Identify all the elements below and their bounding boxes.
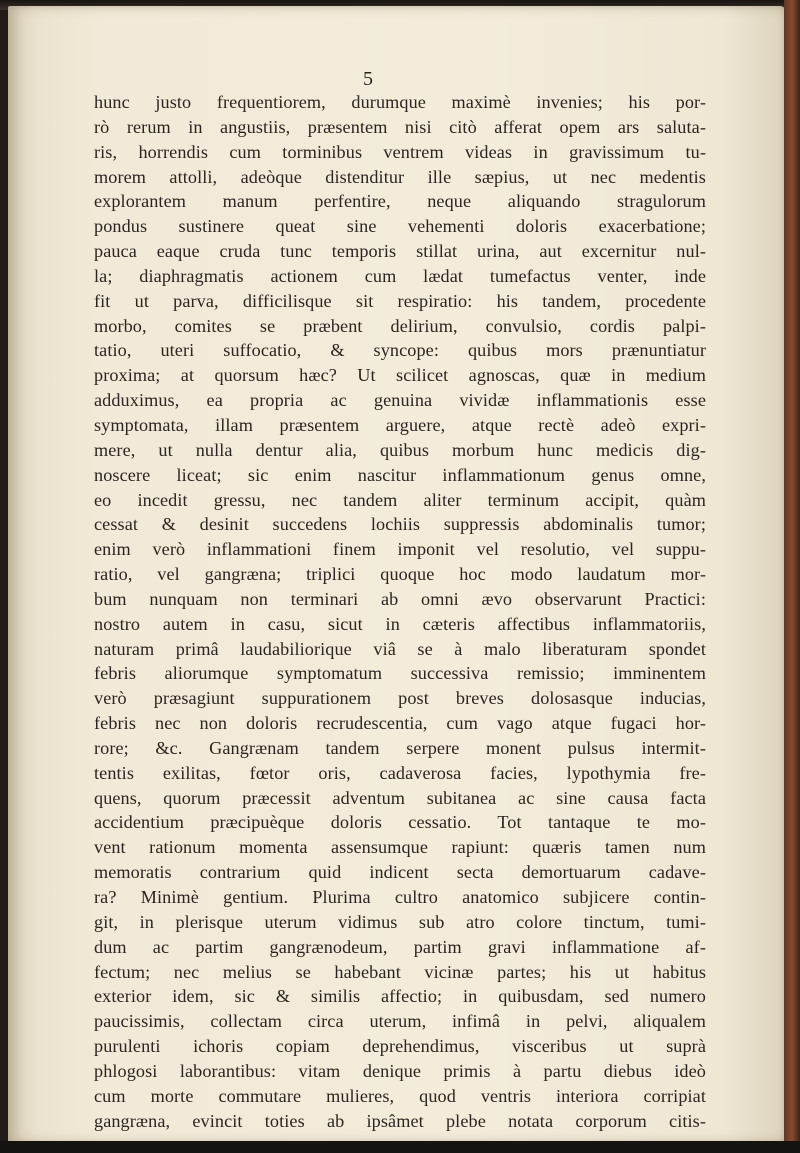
text-line: accidentium præcipuèque doloris cessatio. Tot tantaque te mo- <box>94 812 706 833</box>
text-line: febris aliorumque symptomatum successiva remissio; imminentem <box>94 663 706 684</box>
text-line: explorantem manum perfentire, neque aliquando stragulorum <box>94 191 706 212</box>
book-page <box>8 6 786 1143</box>
text-line: git, in plerisque uterum vidimus sub atro colore tinctum, tumi- <box>94 911 706 932</box>
text-line: adduximus, ea propria ac genuina vividæ inflammationis esse <box>94 390 706 411</box>
text-line: mere, ut nulla dentur alia, quibus morbum hunc medicis dig- <box>94 439 706 460</box>
page-number: 5 <box>363 68 373 90</box>
text-line: hunc justo frequentiorem, durumque maximè invenies; his por- <box>94 92 706 112</box>
text-line: eo incedit gressu, nec tandem aliter terminum accipit, quàm <box>94 489 706 510</box>
text-line: morem attolli, adeòque distenditur ille sæpius, ut nec medentis <box>94 166 706 187</box>
text-line: symptomata, illam præsentem arguere, atque rectè adeò expri- <box>94 414 706 435</box>
text-line: quens, quorum præcessit adventum subitanea ac sine causa facta <box>94 787 706 808</box>
text-line: verò præsagiunt suppurationem post breves dolosasque inducias, <box>94 688 706 709</box>
text-line: naturam primâ laudabiliorique viâ se à malo liberaturam spondet <box>94 638 706 659</box>
text-line: morbo, comites se præbent delirium, convulsio, cordis palpi- <box>94 315 706 336</box>
text-line: cessat & desinit succedens lochiis suppressis abdominalis tumor; <box>94 514 706 535</box>
text-line: ra? Minimè gentium. Plurima cultro anatomico subjicere contin- <box>94 887 706 907</box>
text-line: tentis exilitas, fœtor oris, cadaverosa facies, lypothymia fre- <box>94 762 706 783</box>
text-line: rò rerum in angustiis, præsentem nisi citò afferat opem ars saluta- <box>94 116 706 137</box>
book-bottom-edge <box>0 1141 800 1153</box>
text-line: bum nunquam non terminari ab omni ævo observarunt Practici: <box>94 588 706 609</box>
text-line: fectum; nec melius se habebant vicinæ partes; his ut habitus <box>94 961 706 982</box>
text-line: dum ac partim gangrænodeum, partim gravi inflammatione af- <box>94 936 706 957</box>
text-line: enim verò inflammationi finem imponit vel resolutio, vel suppu- <box>94 539 706 560</box>
text-line: nostro autem in casu, sicut in cæteris affectibus inflammatoriis, <box>94 613 706 634</box>
text-line: cum morte commutare mulieres, quod ventris interiora corripiat <box>94 1085 706 1106</box>
text-line: vent rationum momenta assensumque rapiunt: quæris tamen num <box>94 837 706 858</box>
text-line: ris, horrendis cum torminibus ventrem videas in gravissimum tu- <box>94 141 706 162</box>
text-line: rore; &c. Gangrænam tandem serpere monent pulsus intermit- <box>94 737 706 758</box>
text-line: gangræna, evincit toties ab ipsâmet plebe notata corporum citis- <box>94 1110 706 1131</box>
text-line: la; diaphragmatis actionem cum lædat tumefactus venter, inde <box>94 265 706 286</box>
book-cover-edge <box>784 0 800 1153</box>
text-line: proxima; at quorsum hæc? Ut scilicet agnoscas, quæ in medium <box>94 365 706 386</box>
text-line: febris nec non doloris recrudescentia, cum vago atque fugaci hor- <box>94 713 706 734</box>
text-line: exterior idem, sic & similis affectio; in quibusdam, sed numero <box>94 986 706 1007</box>
text-line: fit ut parva, difficilisque sit respiratio: his tandem, procedente <box>94 290 706 311</box>
text-line: pondus sustinere queat sine vehementi doloris exacerbatione; <box>94 216 706 237</box>
text-line: paucissimis, collectam circa uterum, infimâ in pelvi, aliqualem <box>94 1011 706 1032</box>
text-line: pauca eaque cruda tunc temporis stillat urina, aut excernitur nul- <box>94 241 706 262</box>
text-line: memoratis contrarium quid indicent secta demortuarum cadave- <box>94 862 706 883</box>
text-line: purulenti ichoris copiam deprehendimus, visceribus ut suprà <box>94 1036 706 1057</box>
text-line: noscere liceat; sic enim nascitur inflammationum genus omne, <box>94 464 706 485</box>
body-text <box>94 90 706 1133</box>
text-line: phlogosi laborantibus: vitam denique primis à partu diebus ideò <box>94 1060 706 1081</box>
text-line: tatio, uteri suffocatio, & syncope: quibus mors prænuntiatur <box>94 340 706 361</box>
text-line: ratio, vel gangræna; triplici quoque hoc modo laudatum mor- <box>94 564 706 585</box>
